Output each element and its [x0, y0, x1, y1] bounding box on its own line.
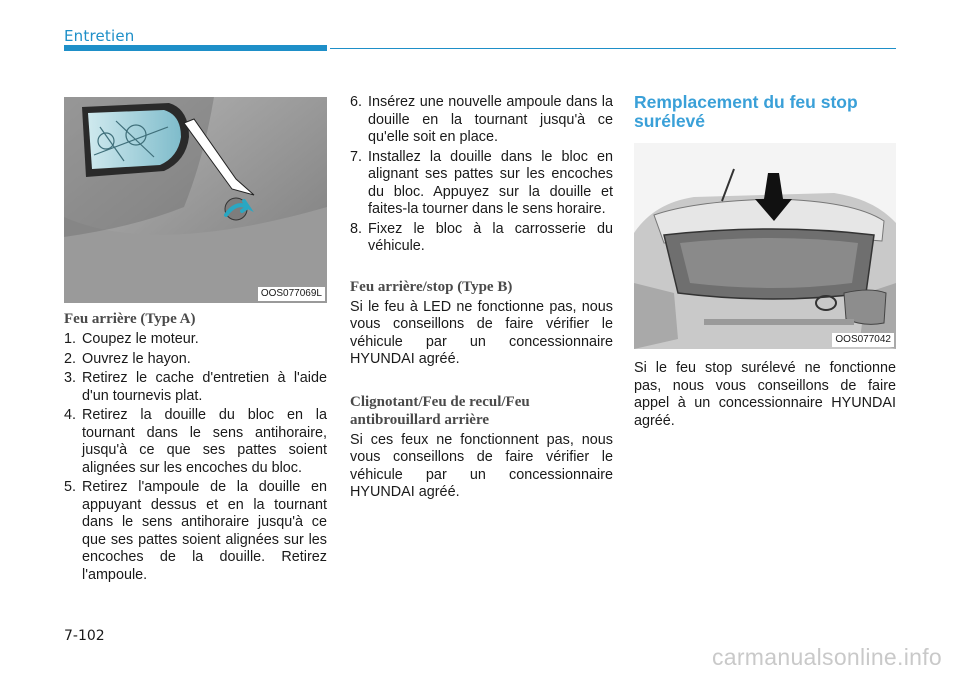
- header-rule-thin: [330, 48, 896, 49]
- heading-turn-reverse-fog: Clignotant/Feu de recul/Feu antibrouillard arrière: [350, 393, 530, 428]
- suv-rear-illustration: [634, 143, 896, 349]
- column-right: [634, 93, 896, 430]
- list-item: 5. Retirez l'ampoule de la douille en appuyant dessus et en la tournant dans le sens antihoraire jusqu'à ce que ses pattes soient alignées sur les encoches de la douille. Retirez l'ampoule.: [64, 479, 327, 583]
- heading-high-mount-stop: Remplacement du feu stop surélevé: [634, 92, 858, 131]
- paragraph-high-mount-stop: Si le feu stop surélevé ne fonctionne pas, nous vous conseillons de faire appel à un concessionnaire HYUNDAI agréé.: [634, 360, 896, 429]
- list-item: 7. Installez la douille dans le bloc en alignant ses pattes sur les encoches du bloc. Appuyez sur la douille et faites-la tourner dans le sens horaire.: [350, 148, 613, 217]
- paragraph-type-b: Si le feu à LED ne fonctionne pas, nous vous conseillons de faire vérifier le véhicule par un concessionnaire HYUNDAI agréé.: [350, 298, 613, 367]
- heading-tail-lamp-type-a: Feu arrière (Type A): [64, 311, 196, 327]
- heading-tail-lamp-type-b: Feu arrière/stop (Type B): [350, 278, 513, 295]
- figure-caption: OOS077069L: [258, 287, 325, 301]
- figure-caption: OOS077042: [832, 333, 894, 347]
- steps-list-1: [64, 331, 327, 584]
- steps-list-2: [350, 94, 613, 256]
- column-middle: [350, 94, 613, 502]
- header-rule-thick: [64, 45, 327, 51]
- list-item: 3. Retirez le cache d'entretien à l'aide d'un tournevis plat.: [64, 370, 327, 404]
- column-left: [64, 97, 327, 586]
- section-title: Entretien: [64, 27, 135, 45]
- watermark: carmanualsonline.info: [711, 644, 942, 670]
- tail-lamp-figure: [64, 97, 327, 303]
- list-item: 1. Coupez le moteur.: [64, 331, 199, 347]
- list-item: 8. Fixez le bloc à la carrosserie du véhicule.: [350, 220, 613, 254]
- tail-lamp-illustration: [64, 97, 327, 303]
- paragraph-turn-reverse-fog: Si ces feux ne fonctionnent pas, nous vous conseillons de faire vérifier le véhicule par un concessionnaire HYUNDAI agréé.: [350, 431, 613, 500]
- page-number: 7-102: [64, 628, 105, 644]
- high-mount-stop-figure: [634, 143, 896, 349]
- list-item: 2. Ouvrez le hayon.: [64, 350, 191, 367]
- list-item: 4. Retirez la douille du bloc en la tournant dans le sens antihoraire, jusqu'à ce que ses pattes soient alignées sur les encoches du bloc.: [64, 407, 327, 476]
- list-item: 6. Insérez une nouvelle ampoule dans la douille en la tournant jusqu'à ce qu'elle soit en place.: [350, 94, 613, 145]
